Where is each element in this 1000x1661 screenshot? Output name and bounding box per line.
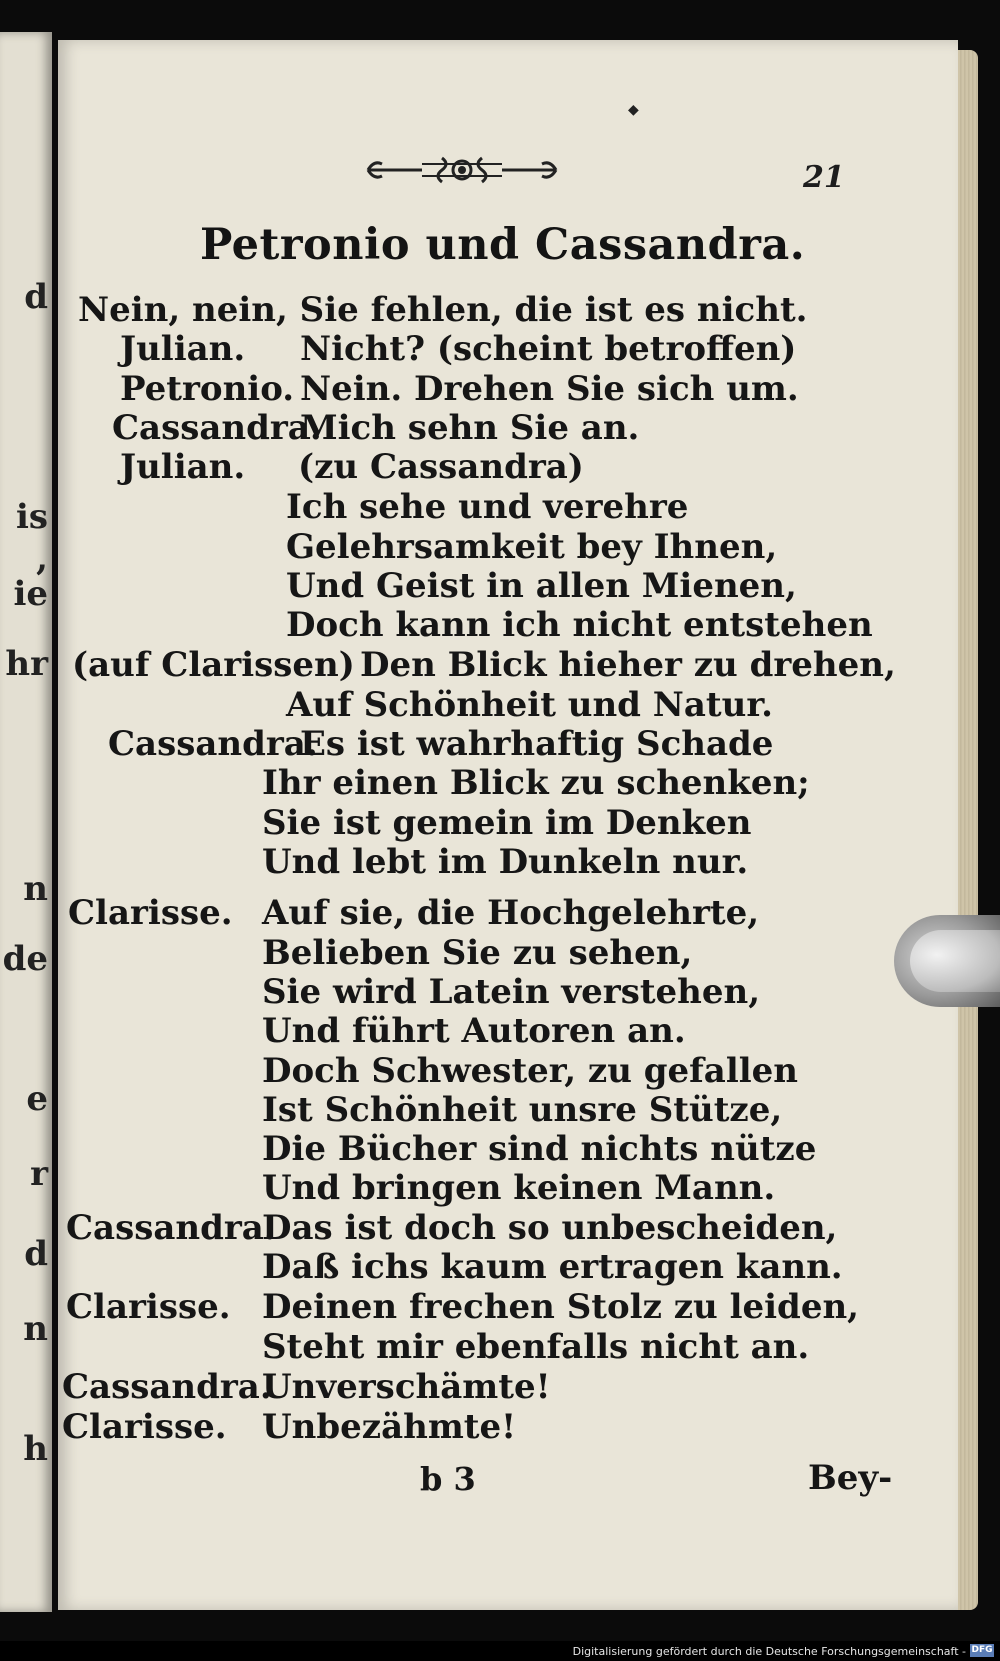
verse-line: Belieben Sie zu sehen, [262,933,693,973]
speaker-label: Julian. [120,447,246,487]
speaker-label: Clarisse. [68,893,233,933]
verse-line: (zu Cassandra) [298,447,584,487]
verse-line: Ihr einen Blick zu schenken; [262,763,810,803]
verse-line: Es ist wahrhaftig Schade [300,724,774,764]
verse-line: Auf sie, die Hochgelehrte, [262,893,760,933]
dfg-logo-icon: DFG [971,1645,993,1655]
verse-line: Nein, nein, Sie fehlen, die ist es nicht. [78,290,808,330]
verse-line: Und lebt im Dunkeln nur. [262,842,749,882]
left-page-fragment: is [15,497,48,537]
ink-speck: ◆ [628,102,639,118]
verse-line: Doch kann ich nicht entstehen [286,605,873,645]
stage-direction: (auf Clarissen) [72,645,355,685]
page-title: Petronio und Cassandra. [200,220,806,270]
speaker-label: Cassandra. [112,408,322,448]
verse-line: Den Blick hieher zu drehen, [360,645,896,685]
left-page-fragment: n [23,1309,48,1349]
left-page-fragment: d [24,1234,48,1274]
verse-line: Mich sehn Sie an. [300,408,640,448]
left-page-fragment: e [26,1079,48,1119]
left-page-gutter [0,32,52,1612]
speaker-label: Cassandra. [62,1367,272,1407]
speaker-label: Clarisse. [62,1407,227,1447]
verse-line: Daß ichs kaum ertragen kann. [262,1247,843,1287]
verse-line: Ist Schönheit unsre Stütze, [262,1090,783,1130]
speaker-label: Petronio. [120,369,295,409]
verse-line: Nicht? (scheint betroffen) [300,329,797,369]
verse-line: Und führt Autoren an. [262,1011,686,1051]
catchword: Bey- [808,1458,893,1498]
left-page-fragment: n [23,869,48,909]
verse-line: Steht mir ebenfalls nicht an. [262,1327,810,1367]
verse-line: Gelehrsamkeit bey Ihnen, [286,527,778,567]
speaker-label: Cassandra. [108,724,318,764]
verse-line: Die Bücher sind nichts nütze [262,1129,817,1169]
page-number: 21 [803,160,845,195]
verse-line: Nein. Drehen Sie sich um. [300,369,799,409]
speaker-label: Clarisse. [66,1287,231,1327]
left-page-fragment: r [30,1154,48,1194]
left-page-fragment: , [36,539,48,579]
left-page-fragment: h [23,1429,48,1469]
speaker-label: Julian. [120,329,246,369]
signature-mark: b 3 [420,1460,476,1498]
left-page-fragment: ie [13,574,48,614]
verse-line: Unverschämte! [262,1367,551,1407]
verse-line: Und bringen keinen Mann. [262,1168,776,1208]
ornament-icon [362,150,562,190]
verse-line: Deinen frechen Stolz zu leiden, [262,1287,860,1327]
verse-line: Sie ist gemein im Denken [262,803,752,843]
left-page-fragment: d [24,277,48,317]
verse-line: Auf Schönheit und Natur. [286,685,773,725]
page-clip-highlight [910,930,1000,992]
verse-line: Sie wird Latein verstehen, [262,972,761,1012]
verse-line: Und Geist in allen Mienen, [286,566,797,606]
verse-line: Ich sehe und verehre [286,487,689,527]
left-page-fragment: hr [5,644,48,684]
speaker-label: Cassandra. [66,1208,276,1248]
left-page-fragment: de [2,939,48,979]
verse-line: Unbezähmte! [262,1407,517,1447]
funding-credit: Digitalisierung gefördert durch die Deutsche Forschungsgemeinschaft - [572,1645,966,1658]
verse-line: Das ist doch so unbescheiden, [262,1208,838,1248]
verse-line: Doch Schwester, zu gefallen [262,1051,798,1091]
